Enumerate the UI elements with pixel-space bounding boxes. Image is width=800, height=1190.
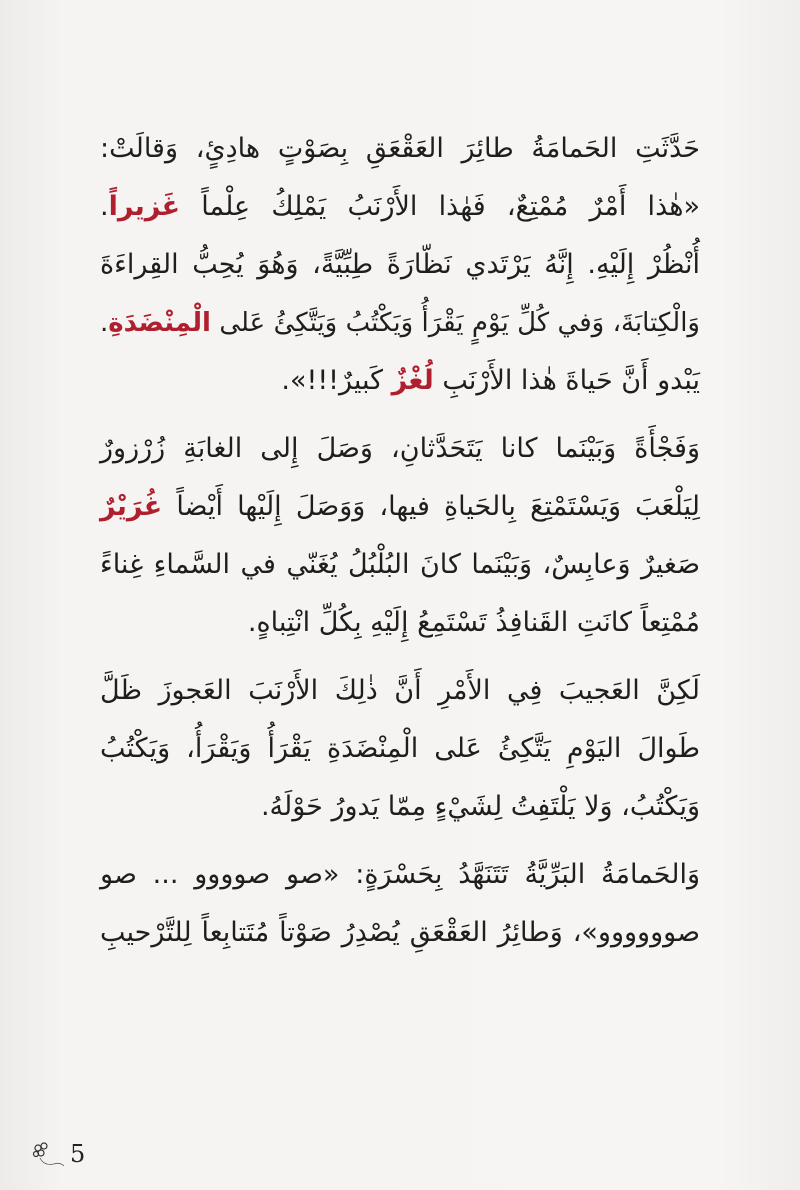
paragraph-gap: [100, 410, 700, 420]
highlighted-word: الْمِنْضَدَةِ: [108, 308, 211, 338]
text-line: [100, 594, 700, 652]
text-segment: كَبيرٌ!!!».: [281, 365, 392, 396]
text-segment: وَفَجْأَةً وَبَيْنَما كانا يَتَحَدَّثانِ، وَصَلَ إِلى الغابَةِ زُرْزورٌ: [100, 433, 700, 464]
highlighted-word: غَزيراً: [108, 191, 181, 222]
text-segment: وَيَكْتُبُ، وَلا يَلْتَفِتُ لِشَيْءٍ مِمّا يَدورُ حَوْلَهُ.: [260, 791, 700, 822]
text-segment: وَالْكِتابَةَ، وَفي كُلِّ يَوْمٍ يَقْرَأُ وَيَكْتُبُ وَيَتَّكِئُ عَلى: [210, 308, 700, 338]
text-line: [100, 236, 700, 294]
page-number: 5: [70, 1140, 86, 1168]
text-line: [100, 352, 700, 410]
text-segment: أُنْظُرْ إِلَيْهِ. إِنَّهُ يَرْتَدي نَظّارَةً طِبِّيَّةً، وَهُوَ يُحِبُّ القِراءَةَ: [100, 249, 700, 280]
text-segment: طَوالَ اليَوْمِ يَتَّكِئُ عَلى الْمِنْضَدَةِ يَقْرَأُ وَيَقْرَأُ، وَيَكْتُبُ: [100, 733, 700, 764]
text-line: [100, 478, 700, 536]
text-line: [100, 120, 700, 178]
text-line: [100, 846, 700, 904]
text-segment: حَدَّثَتِ الحَمامَةُ طائِرَ العَقْعَقِ بِصَوْتٍ هادِئٍ، وَقالَتْ:: [100, 133, 700, 164]
text-segment: لَكِنَّ العَجيبَ فِي الأَمْرِ أَنَّ ذٰلِكَ الأَرْنَبَ العَجوزَ ظَلَّ: [100, 675, 700, 706]
text-segment: لِيَلْعَبَ وَيَسْتَمْتِعَ بِالحَياةِ فيها، وَوَصَلَ إِلَيْها أَيْضاً: [162, 491, 700, 522]
text-segment: «هٰذا أَمْرٌ مُمْتِعٌ، فَهٰذا الأَرْنَبُ يَمْلِكُ عِلْماً: [180, 191, 700, 222]
text-line: [100, 536, 700, 594]
text-line: [100, 720, 700, 778]
text-line: [100, 904, 700, 962]
text-line: [100, 294, 700, 352]
text-line: [100, 778, 700, 836]
text-line: [100, 178, 700, 236]
text-segment: يَبْدو أَنَّ حَياةَ هٰذا الأَرْنَبِ: [433, 365, 700, 396]
text-line: [100, 420, 700, 478]
text-segment: صَغيرٌ وَعابِسٌ، وَبَيْنَما كانَ البُلْبُلُ يُغَنّي في السَّماءِ غِناءً: [100, 549, 700, 580]
text-line: [100, 662, 700, 720]
highlighted-word: لُغْزٌ: [391, 365, 434, 396]
text-segment: صوووووو»، وَطائِرُ العَقْعَقِ يُصْدِرُ صَوْتاً مُتَتابِعاً لِلتَّرْحيبِ: [100, 917, 700, 948]
text-segment: وَالحَمامَةُ البَرِّيَّةُ تَتَنَهَّدُ بِحَسْرَةٍ: «صو صوووو ... صو: [100, 859, 700, 890]
text-segment: .: [100, 191, 109, 222]
story-text: [100, 120, 700, 962]
text-segment: مُمْتِعاً كانَتِ القَنافِذُ تَسْتَمِعُ إِلَيْهِ بِكُلِّ انْتِباهٍ.: [247, 607, 700, 638]
highlighted-word: غُرَيْرٌ: [100, 491, 163, 522]
flower-flourish-icon: [28, 1140, 68, 1170]
paragraph-gap: [100, 652, 700, 662]
paragraph-gap: [100, 836, 700, 846]
text-segment: .: [100, 308, 109, 338]
